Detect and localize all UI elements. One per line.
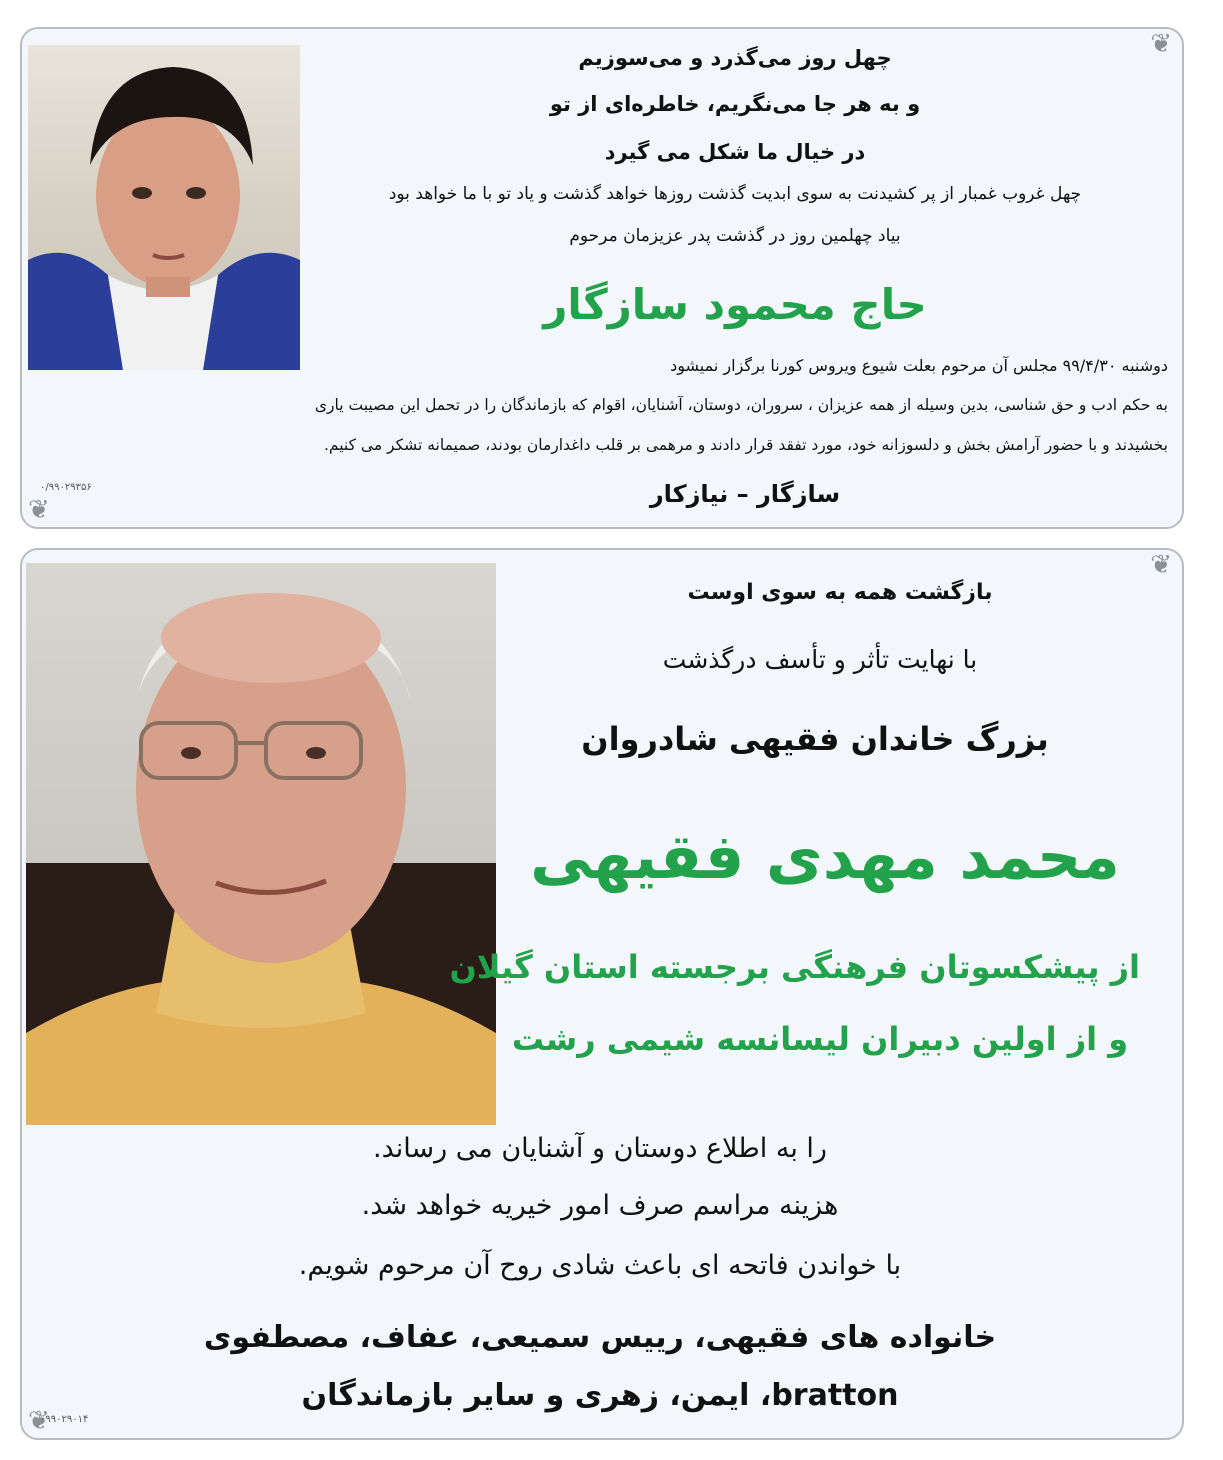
portrait-photo-2 [26,563,496,1125]
body-line-3: بخشیدند و با حضور آرامش بخش و دلسوزانه خود، مورد تفقد قرار دادند و مرهمی بر قلب داغدارمان بودند، صمیمانه تشکر می کنیم. [324,436,1168,454]
poem-line-3: در خیال ما شکل می گیرد [604,140,866,164]
body-text-1: را به اطلاع دوستان و آشنایان می رساند. [373,1133,827,1164]
quran-verse: بازگشت همه به سوی اوست [687,580,993,605]
families-line-1: خانواده های فقیهی، رییس سمیعی، عفاف، مصطفوی [203,1320,997,1355]
floral-corner-icon: ❦ [28,1406,50,1436]
deceased-name-1: حاج محمود سازگار [543,280,927,329]
body-line-1: دوشنبه ۹۹/۴/۳۰ مجلس آن مرحوم بعلت شیوع ویروس کورنا برگزار نمیشود [670,356,1168,375]
body-text-2: هزینه مراسم صرف امور خیریه خواهد شد. [361,1190,839,1221]
description-line-1: از پیشکسوتان فرهنگی برجسته استان گیلان [449,948,1140,986]
ad-code: ۰/۹۹۰۲۹۳۵۶ [40,482,92,493]
floral-corner-icon: ❦ [1150,550,1172,580]
poem-line-2: و به هر جا می‌نگریم، خاطره‌ای از تو [549,92,921,116]
deceased-name-2: محمد مهدی فقیهی [530,820,1120,893]
announcement-line-1: با نهایت تأثر و تأسف درگذشت [662,645,978,674]
body-line-2: به حکم ادب و حق شناسی، بدین وسیله از همه عزیزان ، سروران، دوستان، آشنایان، اقوام که بازماندگان را در تحمل این مصیبت یاری [314,396,1168,414]
intro-line-2: بیاد چهلمین روز در گذشت پدر عزیزمان مرحوم [569,226,901,246]
floral-corner-icon: ❦ [28,495,50,525]
families-line-2: bratton، ایمن، زهری و سایر بازماندگان [301,1378,899,1413]
poem-line-1: چهل روز می‌گذرد و می‌سوزیم [578,46,892,70]
signature-1: سازگار – نیازکار [649,480,841,508]
body-text-3: با خواندن فاتحه ای باعث شادی روح آن مرحوم شویم. [298,1250,902,1281]
intro-line-1: چهل غروب غمبار از پر کشیدنت به سوی ابدیت گذشت روزها خواهد گذشت و یاد تو با ما خواهد بود [388,184,1082,204]
description-line-2: و از اولین دبیران لیسانسه شیمی رشت [511,1020,1129,1058]
announcement-line-2: بزرگ خاندان فقیهی شادروان [581,720,1049,758]
portrait-photo-1 [28,45,300,370]
floral-corner-icon: ❦ [1150,29,1172,59]
ad-code: ۰۹۹۰۲۹۰۱۴ [40,1414,89,1425]
